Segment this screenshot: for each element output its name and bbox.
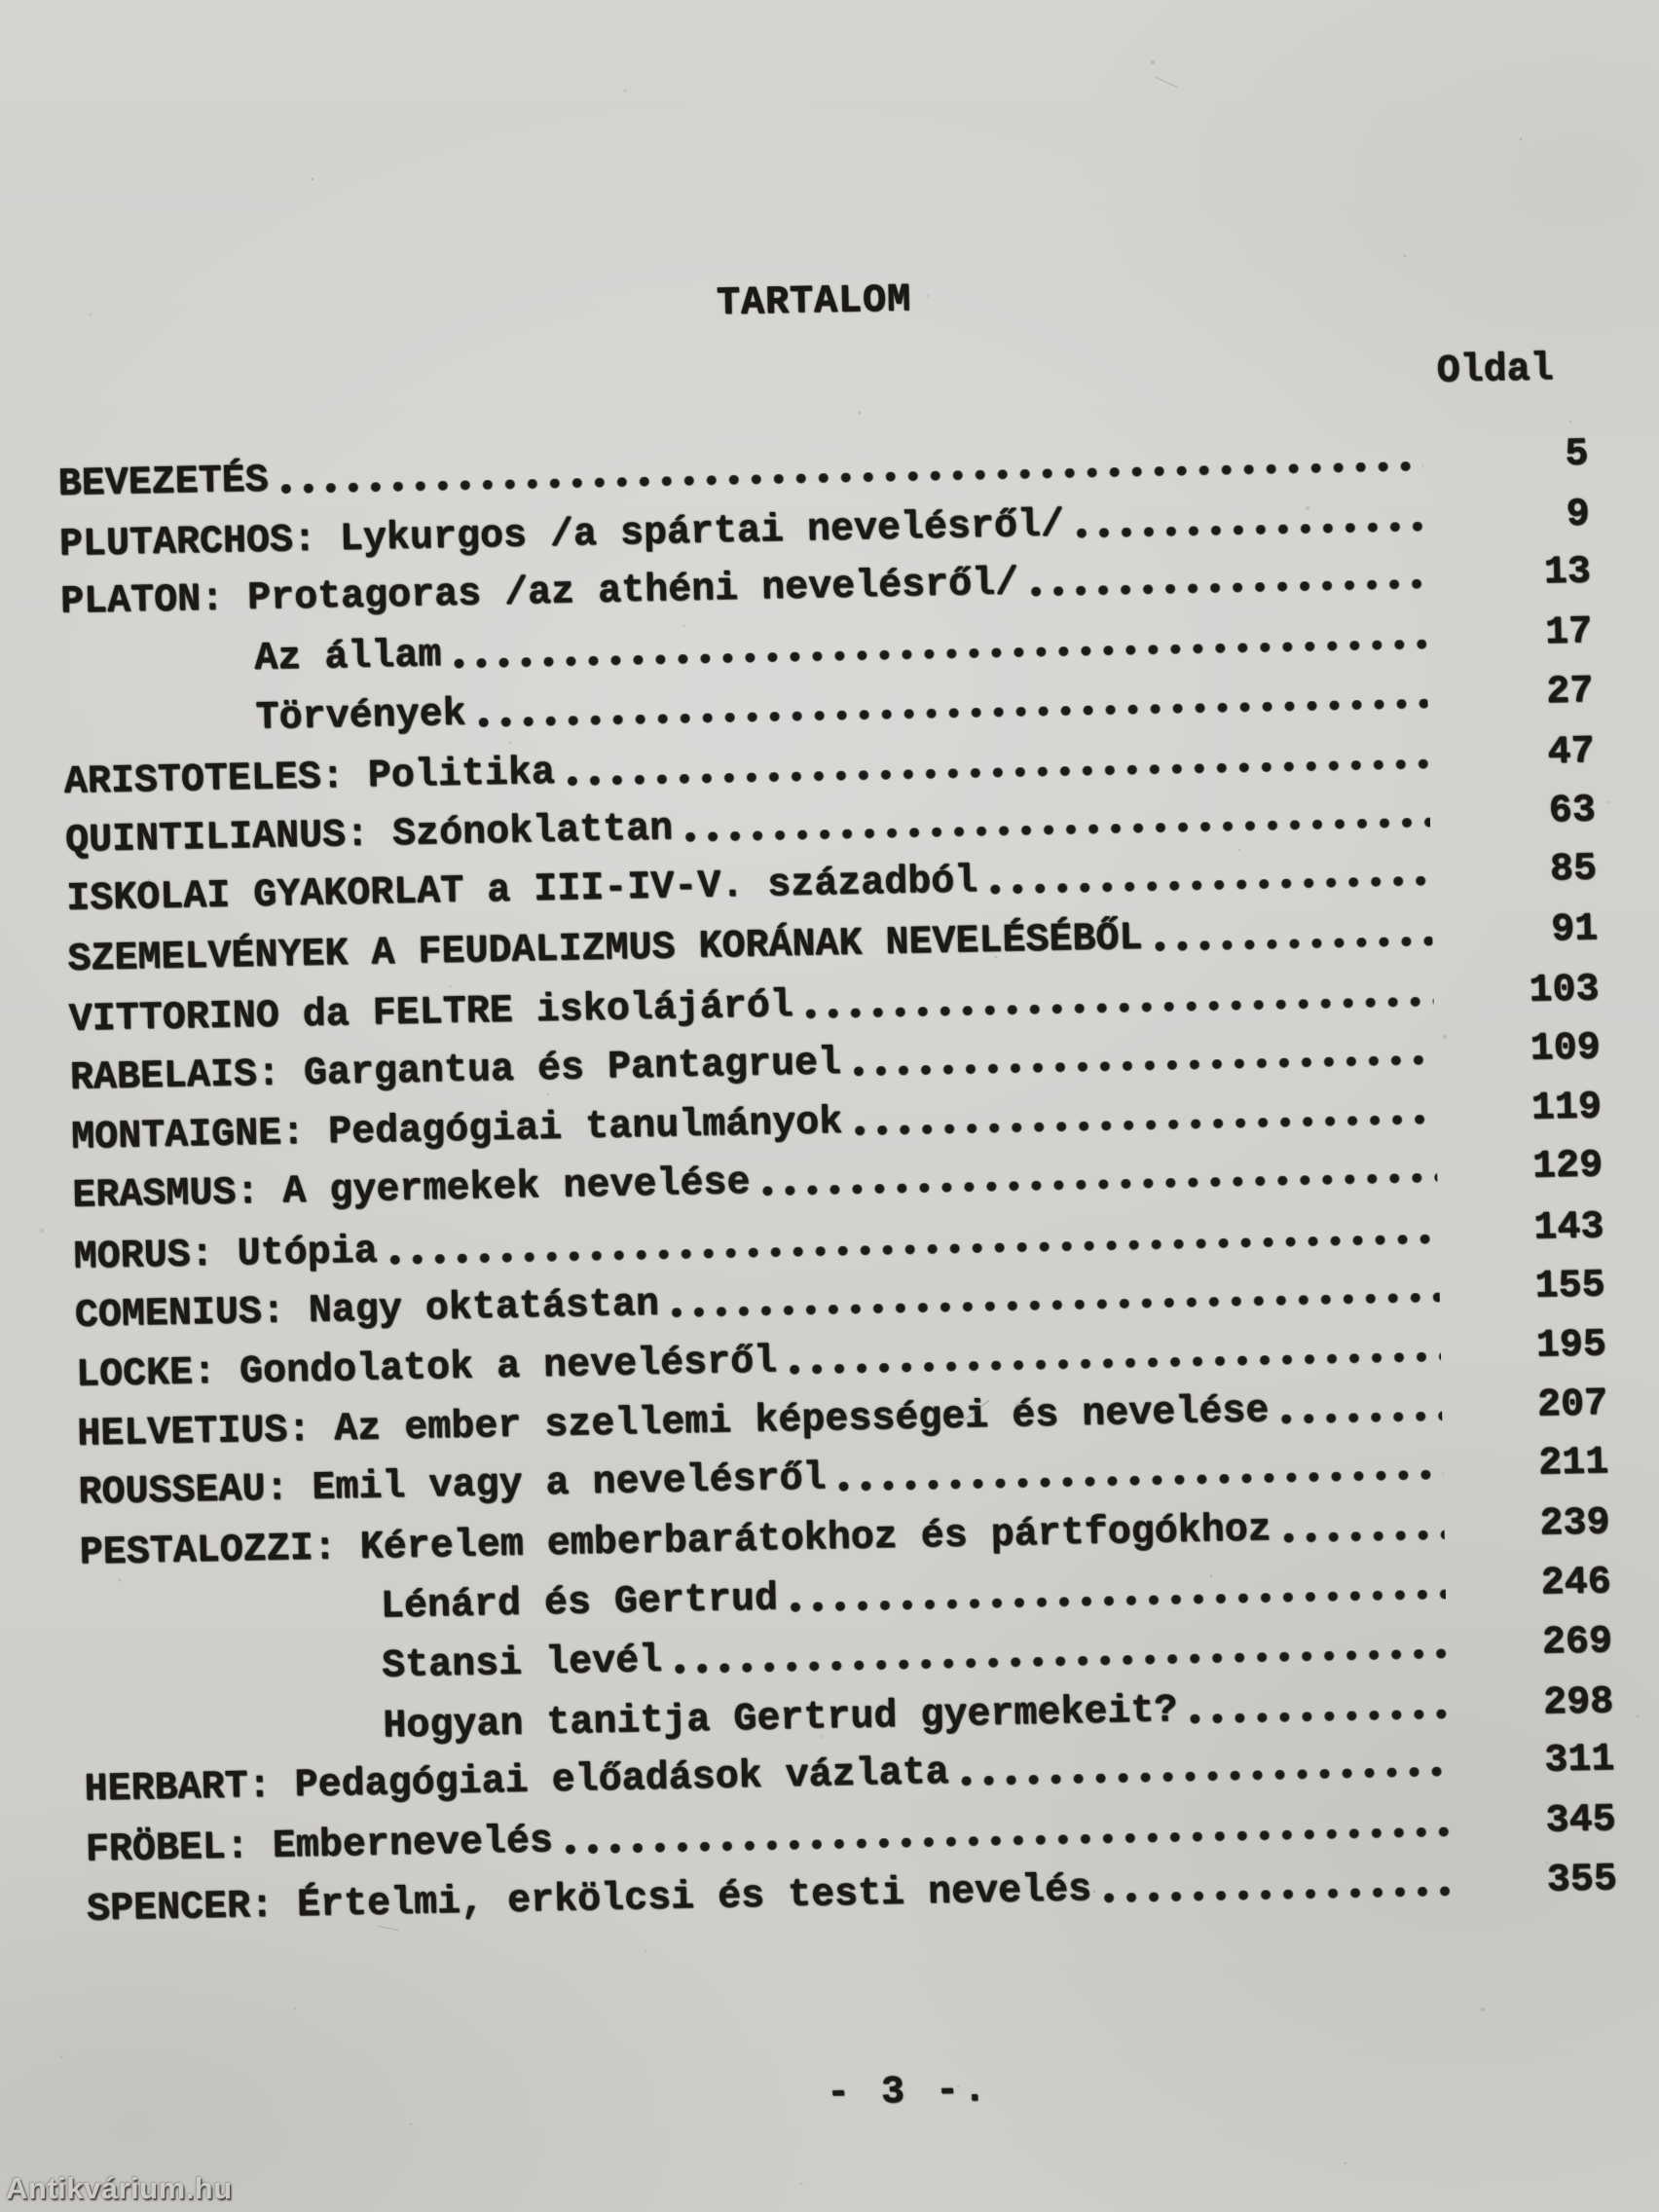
- dot-leader: [1189, 1709, 1448, 1725]
- page-column-header: Oldal: [1436, 347, 1555, 394]
- toc-entry-label: ARISTOTELES: Politika: [63, 751, 556, 805]
- toc-entry-page: 355: [1546, 1857, 1618, 1903]
- toc-entry-page: 143: [1532, 1205, 1604, 1251]
- toc-entry-label: QUINTILIANUS: Szónoklattan: [64, 807, 674, 864]
- toc-entry-page: 109: [1530, 1026, 1602, 1072]
- toc-entry-label: FRÖBEL: Embernevelés: [85, 1819, 554, 1873]
- toc-entry-page: 195: [1535, 1323, 1607, 1369]
- toc-entry-page: 239: [1539, 1500, 1610, 1547]
- dot-leader: [1076, 522, 1424, 540]
- toc-entry-label: MONTAIGNE: Pedagógiai tanulmányok: [70, 1100, 843, 1161]
- toc-entry-page: 103: [1529, 968, 1600, 1014]
- toc-entry-label: BEVEZETÉS: [57, 459, 270, 507]
- toc-entry-page: 298: [1542, 1679, 1614, 1726]
- toc-entry-page: 47: [1547, 730, 1596, 776]
- toc-entry-page: 311: [1543, 1737, 1615, 1784]
- dot-leader: [1280, 1411, 1442, 1425]
- toc-entry-page: 5: [1564, 432, 1589, 477]
- toc-entry-label: VITTORINO da FELTRE iskolájáról: [68, 983, 794, 1043]
- toc-entry-label: SZEMELVÉNYEK A FEUDALIZMUS KORÁNAK NEVELÉSÉBŐL: [67, 916, 1143, 982]
- paper-specks: [0, 0, 2, 2]
- toc-entry-label: HERBART: Pedagógiai előadások vázlata: [84, 1751, 950, 1813]
- toc-list: [57, 424, 1617, 1939]
- dot-leader: [1030, 579, 1425, 599]
- toc-entry-page: 119: [1530, 1086, 1603, 1131]
- toc-entry-page: 269: [1541, 1619, 1613, 1666]
- dot-leader: [671, 1292, 1440, 1319]
- toc-entry-page: 207: [1536, 1382, 1608, 1428]
- dot-leader: [1155, 937, 1433, 954]
- toc-entry-page: 63: [1548, 789, 1597, 834]
- toc-entry-label: PLUTARCHOS: Lykurgos /a spártai nevelésről/: [58, 503, 1065, 568]
- toc-entry-page: 155: [1534, 1264, 1606, 1309]
- toc-entry-page: 91: [1550, 907, 1599, 953]
- toc-entry-label: ROUSSEAU: Emil vagy a nevelésről: [78, 1456, 827, 1516]
- toc-entry-label: Stansi levél: [381, 1639, 663, 1689]
- toc-entry-label: RABELAIS: Gargantua és Pantagruel: [69, 1041, 842, 1101]
- dot-leader: [854, 1114, 1436, 1137]
- dot-leader: [684, 818, 1430, 844]
- dot-leader: [1283, 1530, 1445, 1544]
- toc-entry-page: 17: [1544, 610, 1593, 656]
- toc-entry-label: PLATON: Protagoras /az athéni nevelésről/: [59, 561, 1019, 625]
- dot-leader: [961, 1766, 1450, 1788]
- dot-leader: [853, 1054, 1435, 1078]
- toc-entry-page: 246: [1540, 1560, 1612, 1606]
- dot-leader: [805, 996, 1434, 1020]
- dot-leader: [838, 1469, 1444, 1493]
- dot-leader: [674, 1648, 1447, 1676]
- dot-leader: [1103, 1886, 1452, 1904]
- toc-entry-label: HELVETIUS: Az ember szellemi képességei és nevelése: [76, 1388, 1270, 1457]
- toc-entry-label: LOCKE: Gondolatok a nevelésről: [75, 1340, 778, 1398]
- toc-entry-page: 129: [1531, 1144, 1604, 1190]
- toc-entry-page: 27: [1545, 670, 1594, 716]
- toc-entry-label: Lénárd és Gertrud: [380, 1577, 779, 1630]
- dot-leader: [565, 1826, 1451, 1856]
- toc-entry-page: 211: [1537, 1440, 1609, 1487]
- toc-entry-label: ERASMUS: A gyermekek nevelése: [71, 1161, 751, 1219]
- toc-entry-page: 345: [1545, 1797, 1617, 1844]
- dot-leader: [789, 1351, 1441, 1376]
- dot-leader: [761, 1172, 1437, 1198]
- dot-leader: [567, 759, 1429, 789]
- watermark: Antikvárium.hu: [6, 2171, 233, 2205]
- toc-entry-label: Az állam: [253, 633, 442, 682]
- toc-entry-label: Hogyan tanitja Gertrud gyermekeit?: [382, 1688, 1178, 1750]
- page-number-footer: - 3 -.: [826, 2068, 991, 2117]
- dot-leader: [280, 461, 1423, 497]
- toc-entry-label: ISKOLAI GYAKORLAT a III-IV-V. századból: [65, 859, 978, 922]
- dot-leader: [478, 699, 1428, 730]
- toc-entry-page: 13: [1543, 550, 1592, 596]
- dot-leader: [389, 1234, 1439, 1267]
- toc-entry-page: 85: [1549, 847, 1598, 893]
- page-title: TARTALOM: [716, 278, 912, 327]
- dot-leader: [989, 876, 1431, 897]
- toc-entry-label: Törvények: [255, 692, 467, 741]
- toc-entry-label: COMENIUS: Nagy oktatástan: [74, 1282, 660, 1339]
- dot-leader: [790, 1589, 1446, 1614]
- toc-entry-label: MORUS: Utópia: [73, 1230, 379, 1280]
- dot-leader: [453, 640, 1426, 671]
- toc-entry-label: SPENCER: Értelmi, erkölcsi és testi nevelés: [86, 1867, 1092, 1933]
- toc-entry-page: 9: [1566, 493, 1591, 537]
- toc-entry-label: PESTALOZZI: Kérelem emberbarátokhoz és pártfogókhoz: [79, 1507, 1272, 1576]
